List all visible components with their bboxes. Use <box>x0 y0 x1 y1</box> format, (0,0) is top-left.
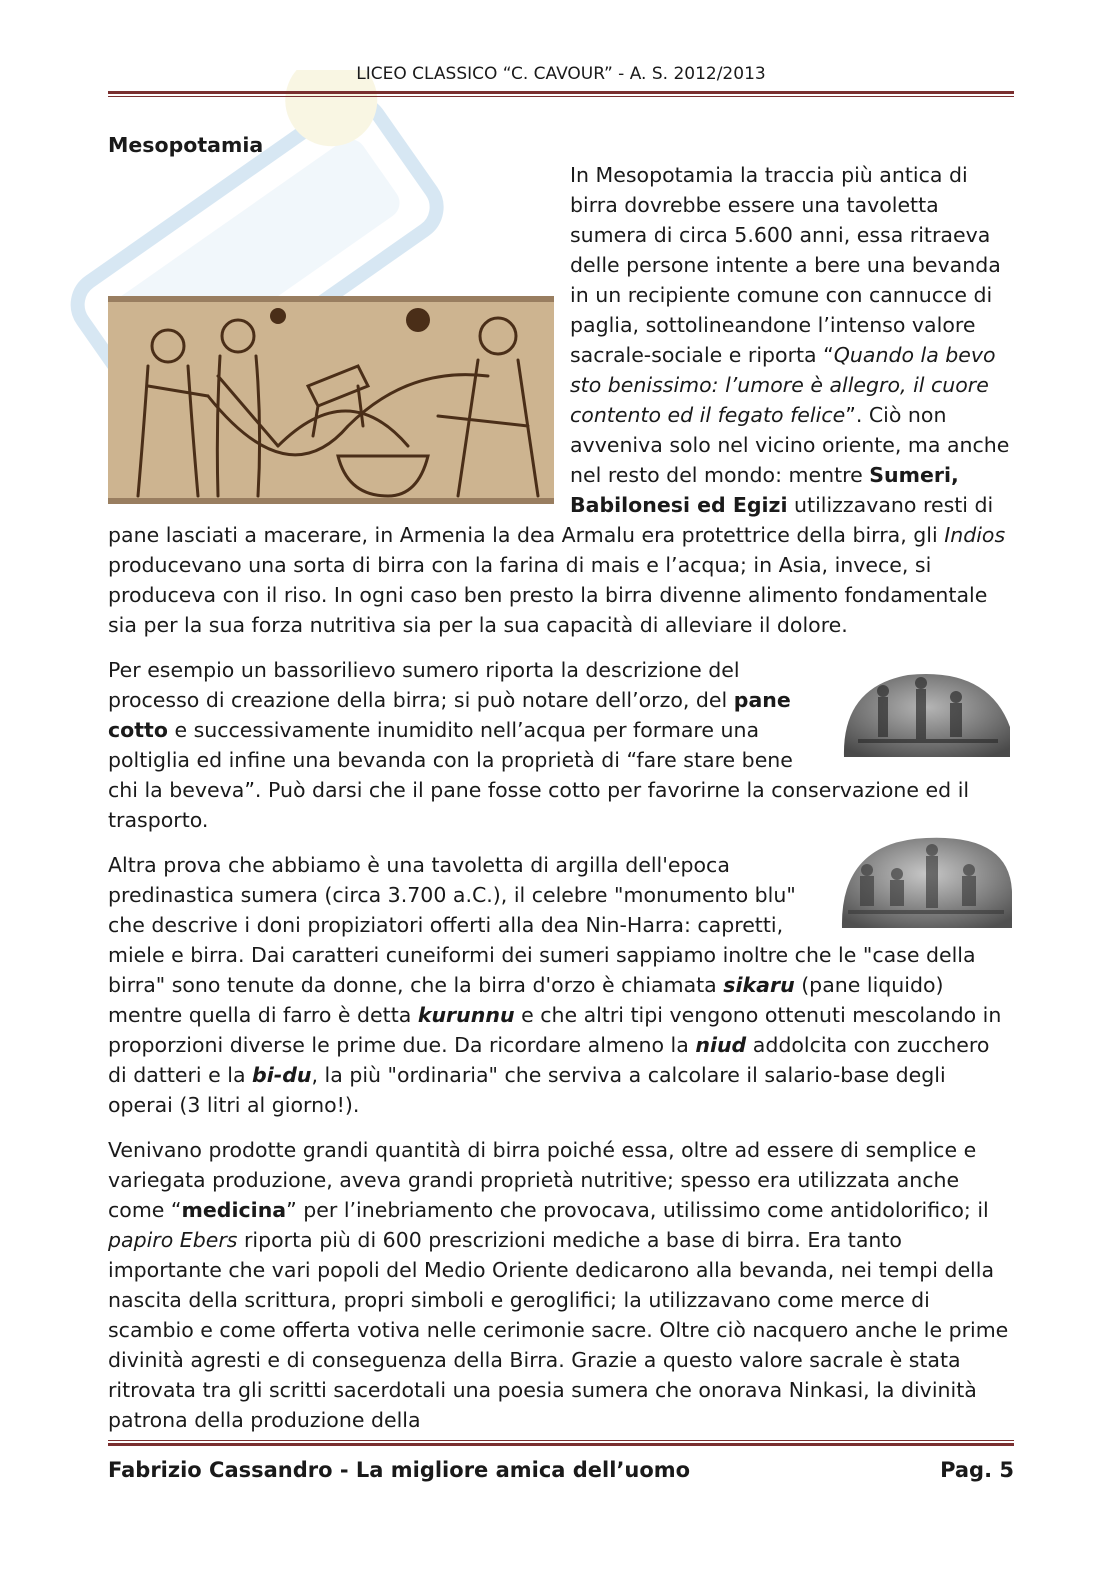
bas-relief-image-2 <box>838 832 1014 932</box>
p3-text-d: addolcita con zucchero di datteri e la <box>108 1033 990 1087</box>
page-header: LICEO CLASSICO “C. CAVOUR” - A. S. 2012/2013 <box>356 64 766 84</box>
p3-text-b: (pane liquido) mentre quella di farro è detta <box>108 973 944 1027</box>
bas-relief-image-1 <box>838 667 1014 761</box>
p2-text-a: Per esempio un bassorilievo sumero riporta la descrizione del processo di creazione della birra; si può notare dell’orzo, del <box>108 658 740 712</box>
paragraph-3 <box>108 850 1014 1120</box>
footer-rule <box>108 1440 1014 1446</box>
p1-bold-peoples: Sumeri, Babilonesi ed Egizi <box>570 463 959 517</box>
p1-text-c: utilizzavano resti di pane lasciati a macerare, in Armenia la dea Armalu era protettrice della birra, gli <box>108 493 994 547</box>
p3-text-a: Altra prova che abbiamo è una tavoletta di argilla dell'epoca predinastica sumera (circa 3.700 a.C.), il celebre "monumento blu" che descrive i doni propiziatori offerti alla dea Nin-Harra: capretti, miele e birra. Dai caratteri cuneiformi dei sumeri sappiamo inoltre che le "case della birra" sono tenute da donne, che la birra d'orzo è chiamata <box>108 853 976 997</box>
p2-bold-bread: pane cotto <box>108 688 791 742</box>
sumerian-drinking-relief-image <box>108 296 554 504</box>
p2-text-b: e successivamente inumidito nell’acqua per formare una poltiglia ed infine una bevanda con la proprietà di “fare stare bene chi la beveva”. Può darsi che il pane fosse cotto per favorirne la conservazione ed il trasporto. <box>108 718 970 832</box>
p3-text-c: e che altri tipi vengono ottenuti mescolando in proporzioni diverse le prime due. Da ricordare almeno la <box>108 1003 1002 1057</box>
footer-author-title: Fabrizio Cassandro - La migliore amica dell’uomo <box>108 1458 691 1482</box>
p3-bidu: bi-du <box>252 1063 312 1087</box>
section-title: Mesopotamia <box>108 133 264 157</box>
paragraph-4 <box>108 1135 1014 1435</box>
p1-text-a: In Mesopotamia la traccia più antica di birra dovrebbe essere una tavoletta sumera di circa 5.600 anni, essa ritraeva delle persone intente a bere una bevanda in un recipiente comune con cannucce di paglia, sottolineandone l’intenso valore sacrale-sociale e riporta “ <box>570 163 1001 367</box>
p4-text-c: riporta più di 600 prescrizioni mediche a base di birra. Era tanto importante che vari popoli del Medio Oriente dedicarono alla bevanda, nei tempi della nascita della scrittura, propri simboli e geroglifici; la utilizzavano come merce di scambio e come offerta votiva nelle cerimonie sacre. Oltre ciò nacquero anche le prime divinità agresti e di conseguenza della Birra. Grazie a questo valore sacrale è stata ritrovata tra gli scritti sacerdotali una poesia sumera che onorava Ninkasi, la divinità patrona della produzione della <box>108 1228 1009 1432</box>
p1-indios: Indios <box>944 523 1006 547</box>
page-number: Pag. 5 <box>940 1458 1014 1482</box>
p3-sikaru: sikaru <box>723 973 795 997</box>
page-footer <box>108 1458 1014 1482</box>
p4-medicina: medicina <box>181 1198 287 1222</box>
header-rule <box>108 91 1014 97</box>
p1-text-d: producevano una sorta di birra con la farina di mais e l’acqua; in Asia, invece, si produceva con il riso. In ogni caso ben presto la birra divenne alimento fondamentale sia per la sua forza nutritiva sia per la sua capacità di alleviare il dolore. <box>108 553 988 637</box>
p1-quote: Quando la bevo sto benissimo: l’umore è allegro, il cuore contento ed il fegato felice <box>570 343 996 427</box>
p1-text-b: ”. Ciò non avveniva solo nel vicino oriente, ma anche nel resto del mondo: mentre <box>570 403 1010 487</box>
p4-text-a: Venivano prodotte grandi quantità di birra poiché essa, oltre ad essere di semplice e variegata produzione, aveva grandi proprietà nutritive; spesso era utilizzata anche come “ <box>108 1138 977 1222</box>
p3-niud: niud <box>695 1033 747 1057</box>
paragraph-2 <box>108 655 1014 835</box>
p3-text-e: , la più "ordinaria" che serviva a calcolare il salario-base degli operai (3 litri al giorno!). <box>108 1063 946 1117</box>
p3-kurunnu: kurunnu <box>417 1003 515 1027</box>
p4-papiro: papiro Ebers <box>108 1228 238 1252</box>
p4-text-b: ” per l’inebriamento che provocava, utilissimo come antidolorifico; il <box>286 1198 989 1222</box>
